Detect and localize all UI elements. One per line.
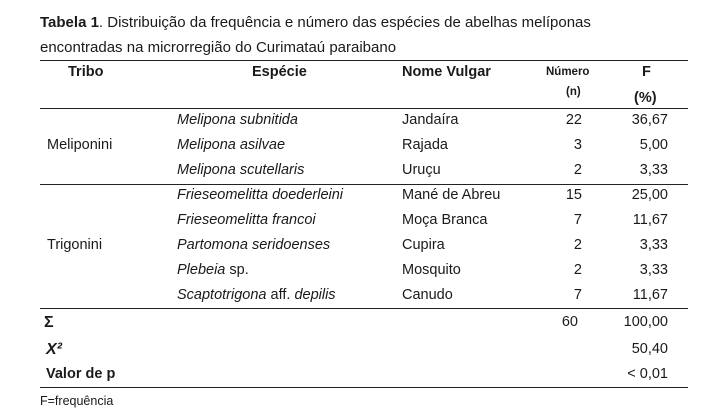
common-name-cell: Uruçu	[402, 162, 441, 178]
common-name-cell: Cupira	[402, 237, 445, 253]
group-trigonini: Trigonini	[47, 237, 103, 253]
count-cell: 22	[565, 112, 582, 128]
count-cell: 2	[573, 162, 582, 178]
header-numero-unit: (n)	[566, 86, 581, 98]
species-epithet: depilis	[294, 287, 336, 303]
species-cell	[177, 112, 298, 128]
header-especie: Espécie	[252, 64, 307, 80]
count-cell: 7	[573, 287, 582, 303]
header-f: F	[642, 64, 651, 80]
table-caption	[40, 10, 690, 60]
header-nome-vulgar: Nome Vulgar	[402, 64, 491, 80]
p-value: < 0,01	[627, 366, 668, 382]
species-name: Partomona seridoenses	[177, 237, 331, 253]
caption-text: . Distribuição da frequência e número das espécies de abelhas melíponas	[98, 14, 591, 31]
sum-label: Σ	[44, 314, 54, 331]
sum-f: 100,00	[623, 314, 668, 330]
frequency-cell: 36,67	[631, 112, 668, 128]
species-name: Plebeia	[177, 262, 226, 278]
common-name-cell: Mosquito	[402, 262, 461, 278]
frequency-cell: 3,33	[639, 237, 668, 253]
species-name: Scaptotrigona	[177, 287, 267, 303]
body-rule	[40, 308, 688, 309]
species-name: Frieseomelitta doederleini	[177, 187, 344, 203]
species-name: Melipona asilvae	[177, 137, 286, 153]
frequency-cell: 25,00	[631, 187, 668, 203]
common-name-cell: Jandaíra	[402, 112, 459, 128]
frequency-cell: 5,00	[639, 137, 668, 153]
species-cell	[177, 237, 330, 253]
chi-square-label: X²	[46, 341, 62, 358]
common-name-cell: Rajada	[402, 137, 448, 153]
top-rule	[40, 60, 688, 61]
frequency-cell: 11,67	[632, 287, 668, 303]
species-cell	[177, 212, 316, 228]
header-tribo: Tribo	[68, 64, 104, 80]
bottom-rule	[40, 387, 688, 388]
header-numero: Número	[546, 66, 590, 78]
chi-square-value: 50,40	[631, 341, 668, 357]
group-rule-1	[40, 184, 688, 185]
species-name: Melipona scutellaris	[177, 162, 305, 178]
header-rule	[40, 108, 688, 109]
footnote: F=frequência	[40, 394, 114, 408]
group-meliponini: Meliponini	[47, 137, 113, 153]
count-cell: 7	[573, 212, 582, 228]
count-cell: 15	[565, 187, 582, 203]
common-name-cell: Moça Branca	[402, 212, 488, 228]
frequency-cell: 11,67	[632, 212, 668, 228]
species-qualifier: sp.	[225, 262, 249, 278]
species-cell	[177, 262, 249, 278]
caption-label: Tabela 1	[40, 14, 99, 31]
species-cell	[177, 137, 285, 153]
count-cell: 3	[573, 137, 582, 153]
species-cell	[177, 287, 336, 303]
common-name-cell: Mané de Abreu	[402, 187, 501, 203]
frequency-cell: 3,33	[639, 262, 668, 278]
species-qualifier: aff.	[266, 287, 295, 303]
caption-text-line2: encontradas na microrregião do Curimataú paraibano	[40, 39, 397, 56]
species-cell	[177, 162, 304, 178]
header-f-unit: (%)	[634, 90, 657, 106]
species-name: Melipona subnitida	[177, 112, 298, 128]
sum-n: 60	[561, 314, 578, 330]
common-name-cell: Canudo	[402, 287, 453, 303]
frequency-cell: 3,33	[639, 162, 668, 178]
species-name: Frieseomelitta francoi	[177, 212, 316, 228]
count-cell: 2	[573, 237, 582, 253]
species-cell	[177, 187, 343, 203]
p-value-label: Valor de p	[46, 366, 116, 382]
count-cell: 2	[573, 262, 582, 278]
